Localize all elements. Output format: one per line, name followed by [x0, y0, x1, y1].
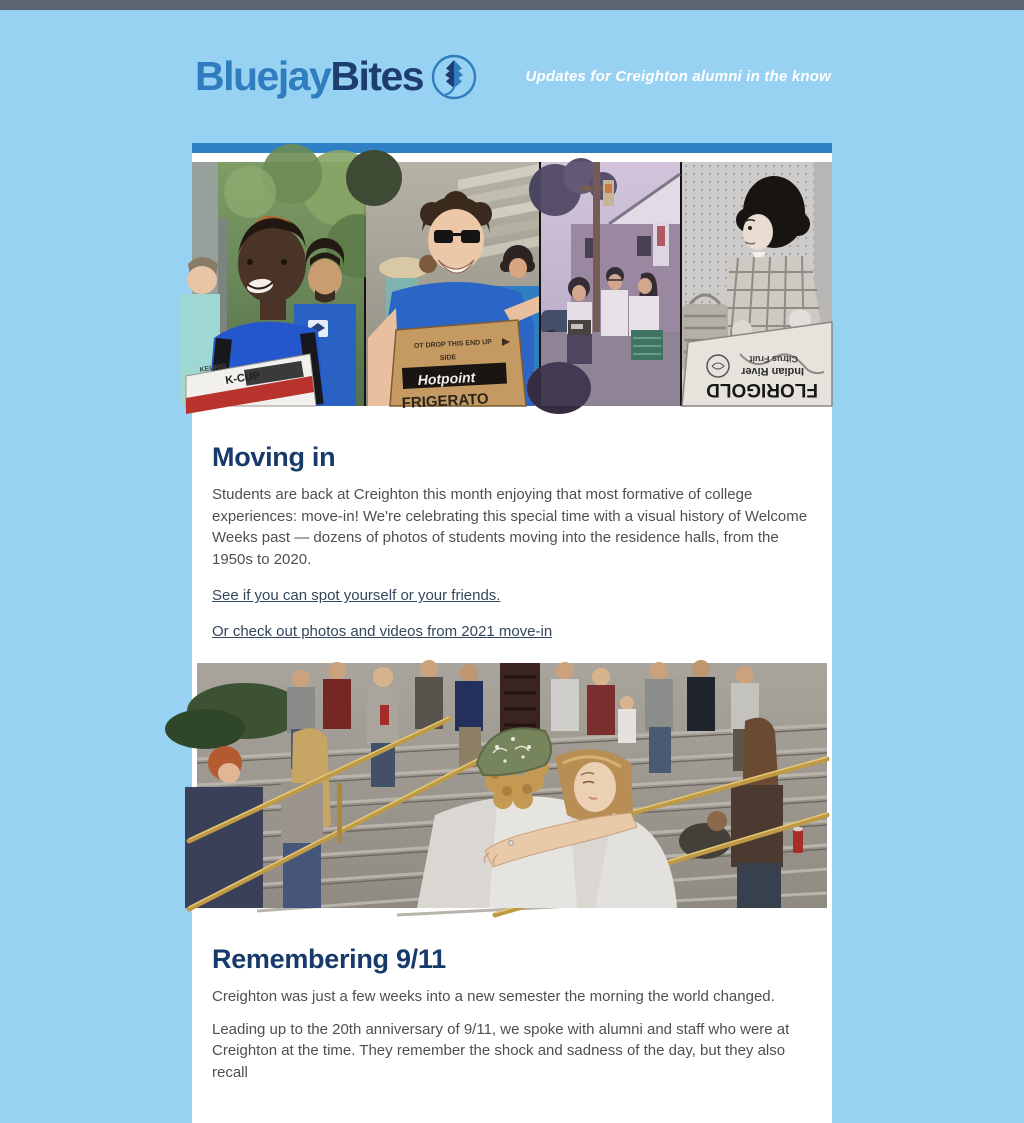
- feather-icon: [430, 53, 478, 101]
- movein-2021-link[interactable]: Or check out photos and videos from 2021 move-in: [212, 623, 553, 641]
- hotpoint-brand-text: Hotpoint: [417, 369, 476, 388]
- top-gray-bar: [0, 0, 1024, 10]
- logo-wordmark: [195, 53, 424, 99]
- remembering-heading: Remembering 9/11: [212, 944, 446, 975]
- memorial-hug-photo: [197, 663, 827, 908]
- newsletter-body-card: [192, 143, 832, 1123]
- box-warning-text: OT DROP THIS END UP: [413, 338, 493, 350]
- moving-in-heading: Moving in: [212, 442, 336, 472]
- collage-photo-1960s-bw: [682, 162, 832, 406]
- citrus-fruit-text: Citrus Fruit: [749, 354, 798, 364]
- move-in-collage-photo: [192, 162, 832, 412]
- bluejaybites-logo: [195, 53, 478, 101]
- kcup-text: K-CUP: [224, 369, 261, 387]
- box-side-text: SIDE: [439, 354, 457, 362]
- fridge-partial-text: FRIGERATO: [401, 390, 490, 412]
- logo-word-bites: Bites: [330, 53, 424, 99]
- remembering-paragraph-2: Leading up to the 20th anniversary of 9/11, we spoke with alumni and staff who were at Creighton at the time. They remember the shock and sadness of the day, but they also recall: [212, 1020, 790, 1081]
- logo-word-bluejay: Bluejay: [195, 53, 331, 99]
- collage-photo-1980s-street: [541, 162, 680, 406]
- indian-river-text: Indian River: [741, 365, 804, 377]
- collage-photo-hotpoint-box: [366, 162, 539, 412]
- newsletter-header: [192, 10, 832, 143]
- keurig-brand-text: KEURIG: [199, 362, 228, 374]
- remembering-paragraph-1: Creighton was just a few weeks into a new semester the morning the world changed.: [212, 988, 775, 1006]
- newsletter-tagline: Updates for Creighton alumni in the know: [525, 68, 831, 85]
- collage-photo-modern-movein: [192, 162, 364, 406]
- spot-yourself-link[interactable]: See if you can spot yourself or your friends.: [212, 587, 501, 605]
- moving-in-paragraph: Students are back at Creighton this month enjoying that most formative of college experiences: move-in! We're celebrating this special time with a visual history of Welcome Weeks past — dozens of photos of students moving into the residence halls, from the 1950s to 2020.: [212, 486, 808, 568]
- florigold-brand-text: FLORIGOLD: [706, 379, 818, 400]
